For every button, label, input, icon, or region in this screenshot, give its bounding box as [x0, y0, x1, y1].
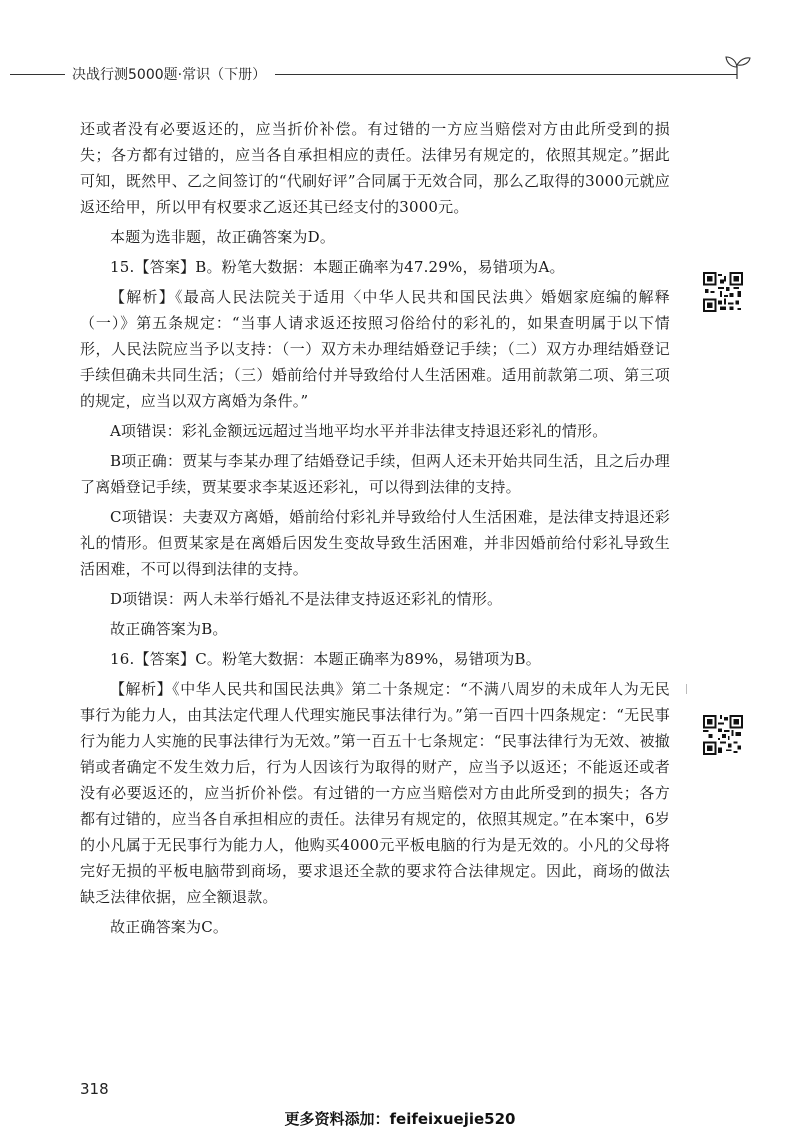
option-b-15: B项正确：贾某与李某办理了结婚登记手续，但两人还未开始共同生活，且之后办理了离婚登记手续，贾某要求李某返还彩礼，可以得到法律的支持。 — [80, 452, 670, 496]
paragraph: 本题为选非题，故正确答案为D。 — [110, 228, 336, 246]
analysis-16: 【解析】《中华人民共和国民法典》第二十条规定：“不满八周岁的未成年人为无民事行为能力人，由其法定代理人代理实施民事法律行为。”第一百四十四条规定：“无民事行为能力人实施的民事法律行为无效。”第一百五十七条规定：“民事法律行为无效、被撤销或者确定不发生效力后，行为人因该行为取得的财产，应当予以返还；不能返还或者没有必要返还的，应当折价补偿。有过错的一方应当赔偿对方由此所受到的损失；各方都有过错的，应当各自承担相应的责任。法律另有规定的，依照其规定。”在本案中，6岁的小凡属于无民事行为能力人，他购买4000元平板电脑的行为是无效的。小凡的父母将完好无损的平板电脑带到商场，要求退还全款的要求符合法律规定。因此，商场的做法缺乏法律依据，应全额退款。 — [80, 680, 670, 906]
analysis-15: 【解析】《最高人民法院关于适用〈中华人民共和国民法典〉婚姻家庭编的解释（一）》第五条规定：“当事人请求返还按照习俗给付的彩礼的，如果查明属于以下情形，人民法院应当予以支持：（一）双方未办理结婚登记手续；（二）双方办理结婚登记手续但确未共同生活；（三）婚前给付并导致给付人生活困难。适用前款第二项、第三项的规定，应当以双方离婚为条件。” — [80, 288, 670, 410]
header-rule-right — [275, 74, 737, 75]
page-number: 318 — [80, 1080, 109, 1098]
header-rule-left — [10, 74, 65, 75]
qr-code-icon[interactable] — [703, 272, 743, 312]
footer-note: 更多资料添加：feifeixuejie520 — [284, 1110, 516, 1128]
answer-16: 16.【答案】C。粉笔大数据：本题正确率为89%，易错项为B。 — [110, 650, 541, 668]
body-text — [80, 116, 670, 944]
margin-mark — [686, 684, 687, 694]
answer-15: 15.【答案】B。粉笔大数据：本题正确率为47.29%，易错项为A。 — [110, 258, 565, 276]
paragraph: 还或者没有必要返还的，应当折价补偿。有过错的一方应当赔偿对方由此所受到的损失；各方都有过错的，应当各自承担相应的责任。法律另有规定的，依照其规定。”据此可知，既然甲、乙之间签订的“代刷好评”合同属于无效合同，那么乙取得的3000元就应返还给甲，所以甲有权要求乙返还其已经支付的3000元。 — [80, 120, 670, 216]
sprout-icon — [722, 52, 752, 80]
conclusion-16: 故正确答案为C。 — [110, 918, 229, 936]
conclusion-15: 故正确答案为B。 — [110, 620, 228, 638]
option-a-15: A项错误：彩礼金额远远超过当地平均水平并非法律支持退还彩礼的情形。 — [110, 422, 608, 440]
running-header — [0, 52, 800, 96]
option-d-15: D项错误：两人未举行婚礼不是法律支持返还彩礼的情形。 — [110, 590, 503, 608]
qr-code-icon[interactable] — [703, 715, 743, 755]
option-c-15: C项错误：夫妻双方离婚，婚前给付彩礼并导致给付人生活困难，是法律支持退还彩礼的情形。但贾某家是在离婚后因发生变故导致生活困难，并非因婚前给付彩礼导致生活困难，不可以得到法律的支持。 — [80, 508, 670, 578]
header-title: 决战行测5000题·常识（下册） — [72, 67, 267, 83]
